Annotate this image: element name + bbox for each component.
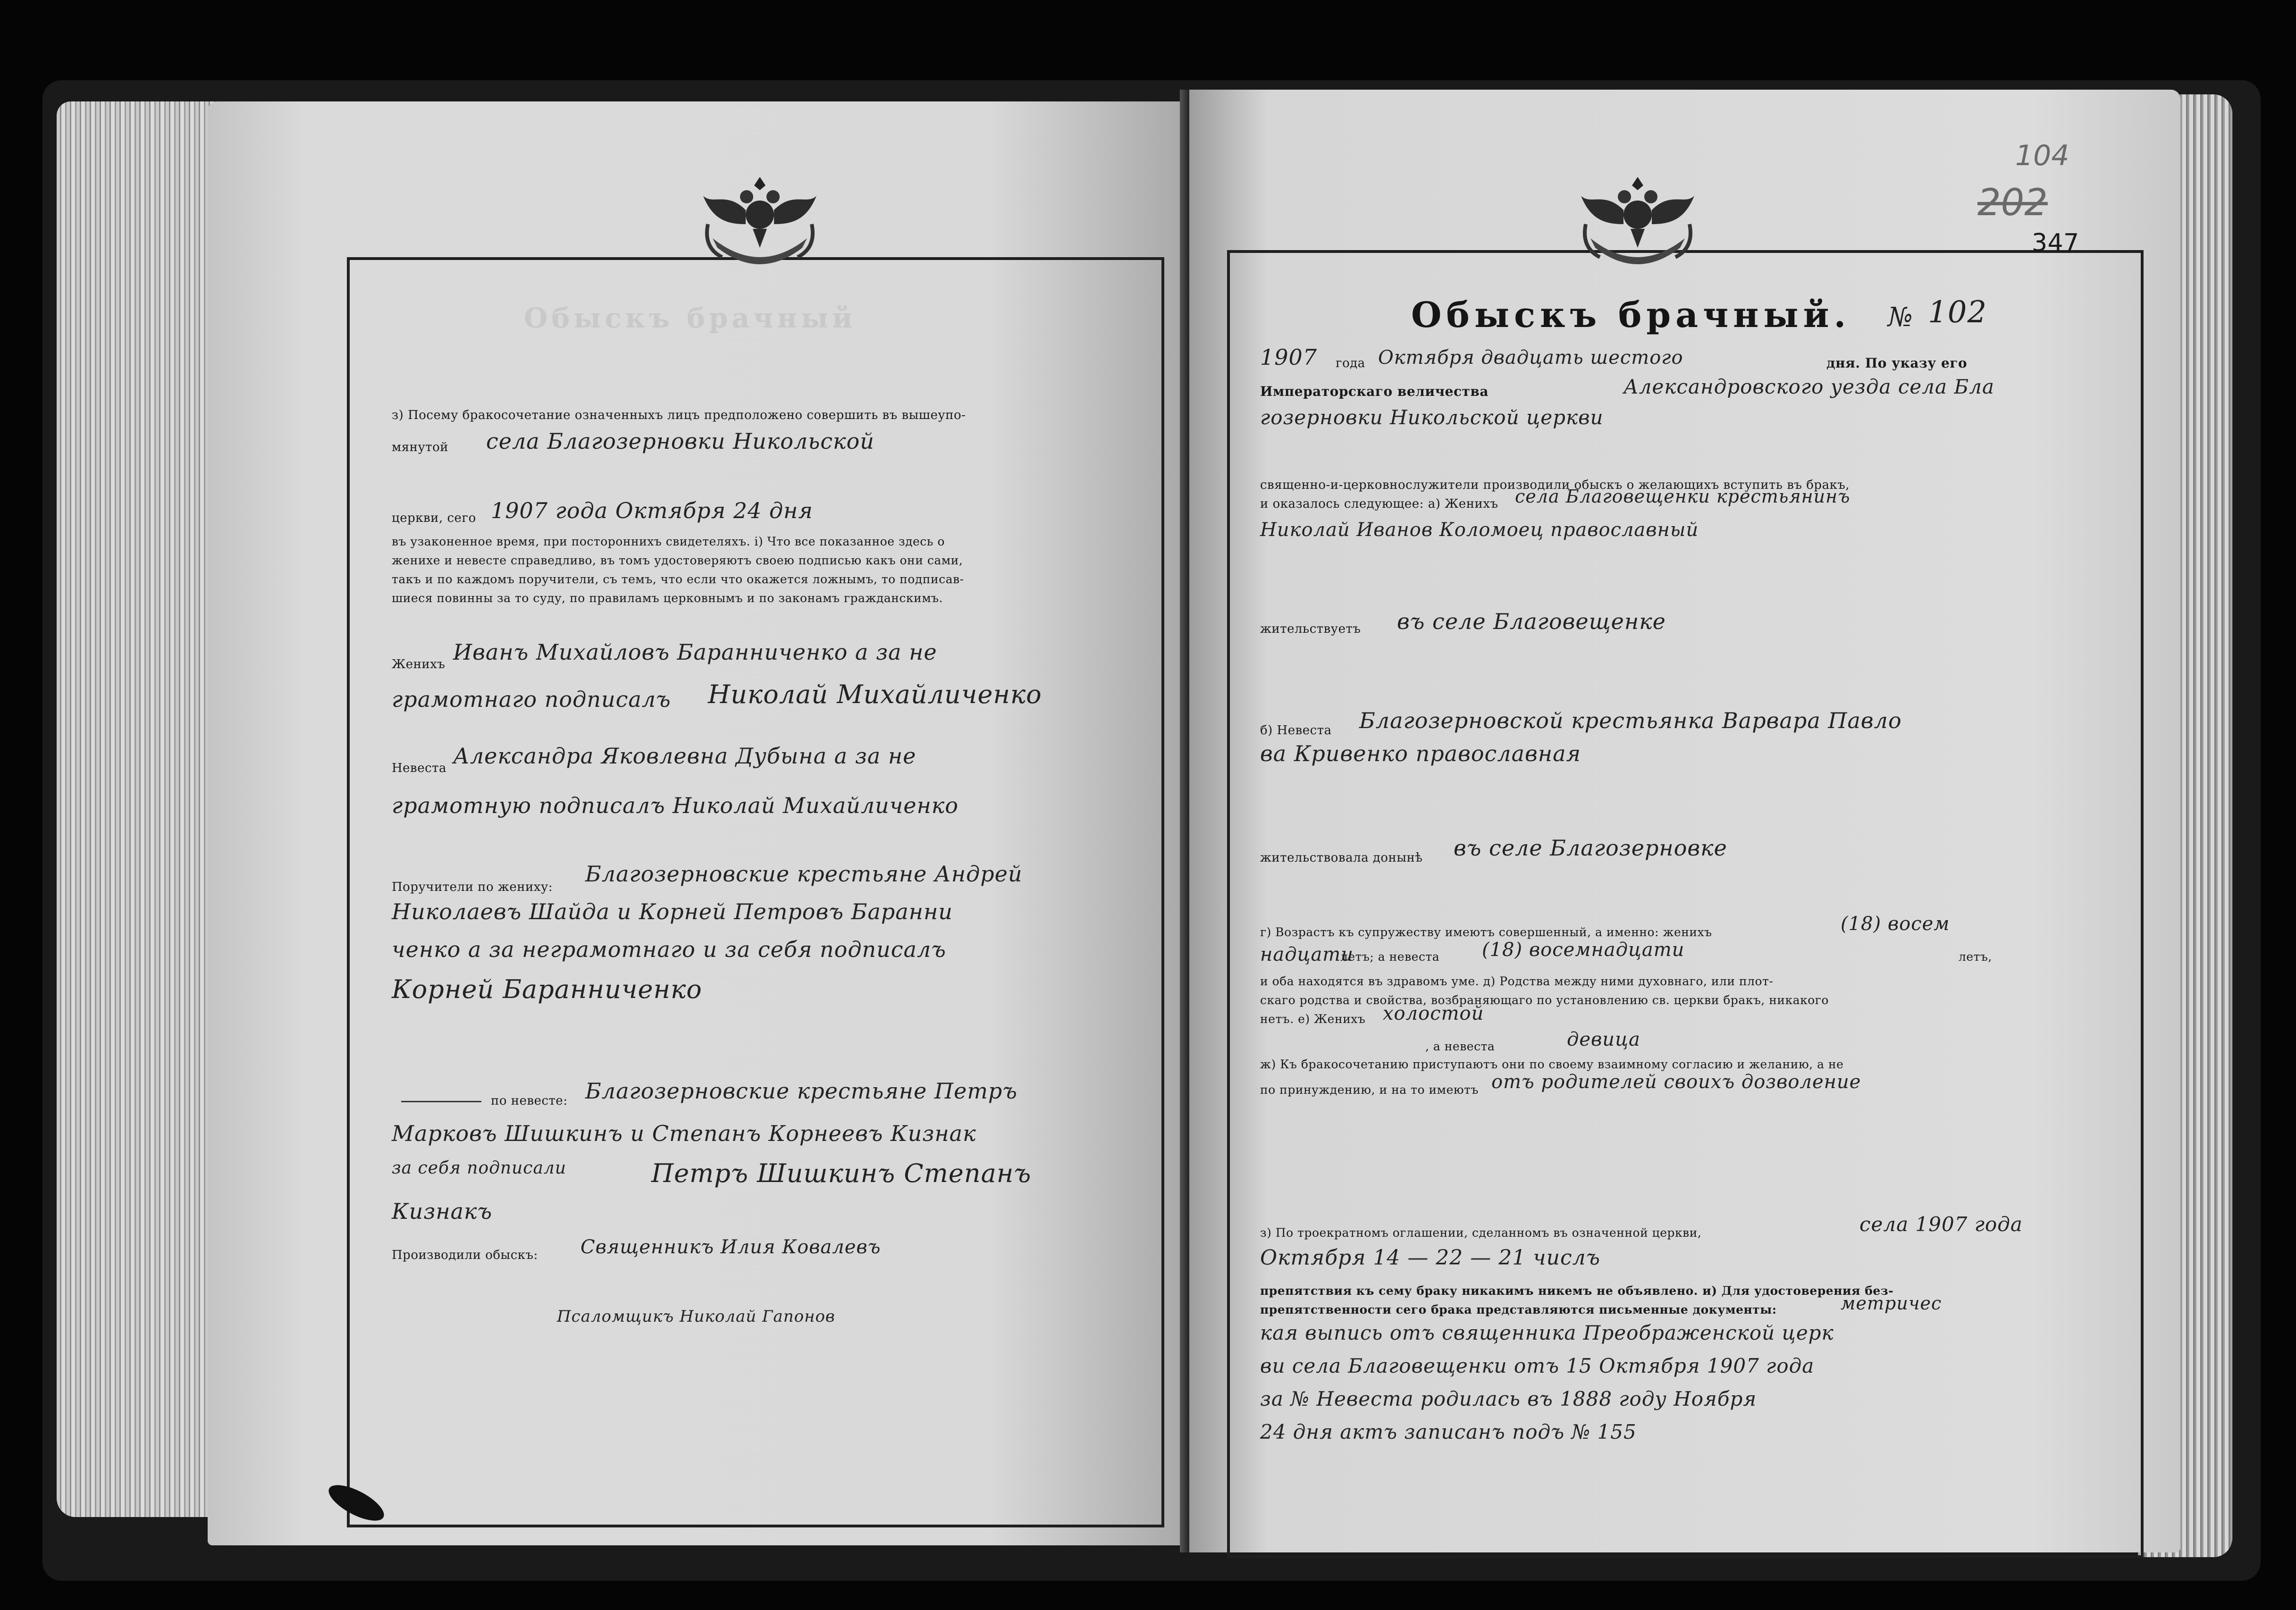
groom-residence-label: жительствуетъ	[1260, 622, 1361, 636]
psalmist-signature: Псаломщикъ Николай Гапонов	[557, 1307, 835, 1326]
bride-guarantors-label: по невесте:	[491, 1094, 568, 1108]
age-clause-line3: летъ,	[1959, 950, 1992, 964]
legal-clause-line3: такъ и по каждомъ поручители, съ темъ, что если что окажется ложнымъ, то подписав-	[392, 572, 964, 586]
bride-status-label: , а невеста	[1425, 1040, 1495, 1053]
bride-handwritten-line2: ва Кривенко православная	[1260, 741, 1581, 766]
groom-handwritten-line1: Иванъ Михайловъ Баранниченко а за не	[453, 639, 937, 665]
groom-intro-line: и оказалось следующее: а) Женихъ	[1260, 497, 1498, 511]
wedding-church-handwritten: села Благозерновки Никольской	[486, 428, 875, 454]
priest-signature: Священникъ Илия Ковалевъ	[580, 1236, 881, 1258]
documents-handwritten-1: метричес	[1841, 1293, 1942, 1314]
left-ghost-title: Обыскъ брачный	[524, 302, 857, 334]
bride-guarantors-line2: Марковъ Шишкинъ и Степанъ Корнеевъ Кизнак	[392, 1121, 976, 1146]
document-title: Обыскъ брачный.	[1411, 295, 1851, 335]
performed-by-label: Производили обыскъ:	[392, 1248, 538, 1262]
groom-handwritten-line2: грамотнаго подписалъ	[392, 687, 671, 712]
double-headed-eagle-emblem-left	[694, 168, 826, 276]
header-day-by-decree: дня. По указу его	[1826, 355, 1968, 371]
legal-clause-line2: женихе и невесте справедливо, въ томъ удостоверяютъ своею подписью какъ они сами,	[392, 553, 963, 567]
bride-label: б) Невеста	[1260, 723, 1332, 738]
groom-age-handwritten-2: надцати	[1260, 944, 1354, 965]
kinship-clause: скаго родства и свойства, возбраняющаго по установлению св. церкви бракъ, никакого	[1260, 993, 1829, 1007]
groom-guarantors-line3: ченко а за неграмотнаго и за себя подписалъ	[392, 937, 946, 962]
header-year-label: года	[1336, 356, 1365, 370]
groom-village-handwritten: села Благовещенки крестьянинъ	[1515, 486, 1850, 507]
legal-clause-line4: шиеся повинны за то суду, по правиламъ церковнымъ и по законамъ гражданскимъ.	[392, 591, 943, 605]
double-headed-eagle-emblem-right	[1572, 168, 1704, 276]
header-district-handwritten: Александровского уезда села Бла	[1623, 375, 1994, 398]
consent-clause-line2: по принуждению, и на то имеютъ	[1260, 1083, 1479, 1097]
groom-label: Женихъ	[392, 657, 446, 671]
groom-guarantors-line1: Благозерновские крестьяне Андрей	[585, 861, 1023, 887]
age-clause-line2: летъ; а невеста	[1340, 950, 1440, 964]
groom-guarantors-label: Поручители по жениху:	[392, 880, 553, 894]
banns-clause: з) По троекратномъ оглашении, сделанномъ въ означенной церкви,	[1260, 1226, 1702, 1240]
header-date-handwritten: Октября двадцать шестого	[1378, 347, 1683, 369]
bride-handwritten-line2: грамотную подписалъ Николай Михайличенко	[392, 793, 959, 818]
groom-name-handwritten: Николай Иванов Коломоец православный	[1260, 519, 1699, 541]
header-church-handwritten: гозерновки Никольской церкви	[1260, 406, 1604, 429]
groom-guarantors-line2: Николаевъ Шайда и Корней Петровъ Баранни	[392, 899, 953, 924]
legal-clause-line1: въ узаконенное время, при постороннихъ свидетеляхъ. і) Что все показанное здесь о	[392, 535, 945, 548]
documents-handwritten-2: кая выпись отъ священника Преображенской церк	[1260, 1321, 1834, 1344]
header-year-handwritten: 1907	[1260, 344, 1318, 370]
archive-number-crossed: 202	[1977, 182, 2048, 224]
church-date-label: церкви, сего	[392, 511, 476, 525]
groom-status-label: нетъ. е) Женихъ	[1260, 1012, 1366, 1026]
groom-status-handwritten: холостой	[1383, 1003, 1484, 1024]
bride-residence-label: жительствовала донынѣ	[1260, 851, 1423, 865]
bride-age-handwritten: (18) восемнадцати	[1482, 939, 1685, 961]
eagle-icon	[694, 168, 826, 276]
church-date-handwritten: 1907 года Октября 24 дня	[491, 498, 813, 523]
consent-clause-line1: ж) Къ бракосочетанию приступаютъ они по своему взаимному согласию и желанию, а не	[1260, 1057, 1844, 1071]
groom-guarantors-signature: Корней Баранниченко	[392, 974, 702, 1004]
bride-guarantors-signature1: Петръ Шишкинъ Степанъ	[651, 1158, 1032, 1188]
bride-handwritten-line1: Благозерновской крестьянка Варвара Павло	[1359, 708, 1902, 733]
bride-guarantors-line1: Благозерновские крестьяне Петръ	[585, 1078, 1018, 1104]
record-number: 102	[1928, 295, 1987, 330]
groom-residence-handwritten: въ селе Благовещенке	[1397, 609, 1666, 634]
documents-handwritten-3: ви села Благовещенки отъ 15 Октября 1907 года	[1260, 1354, 1815, 1377]
groom-signature: Николай Михайличенко	[708, 679, 1042, 709]
wedding-clause-line1: з) Посему бракосочетание означенныхъ лицъ предположено совершить въ вышеупо-	[392, 408, 966, 422]
bride-residence-handwritten: въ селе Благозерновке	[1454, 835, 1727, 861]
consent-handwritten: отъ родителей своихъ дозволение	[1491, 1071, 1861, 1093]
bride-label: Невеста	[392, 761, 447, 775]
bride-status-handwritten: девица	[1567, 1029, 1640, 1050]
header-imperial-label: Императорскаго величества	[1260, 384, 1489, 399]
age-clause-line1: г) Возрастъ къ супружеству имеютъ совершенный, а именно: женихъ	[1260, 925, 1712, 939]
impediment-clause-line2: препятственности сего брака представляются письменные документы:	[1260, 1303, 1777, 1317]
impediment-clause-line1: препятствия къ сему браку никакимъ никемъ не объявлено. и) Для удостоверения без-	[1260, 1284, 1894, 1298]
health-clause: и оба находятся въ здравомъ уме. д) Родства между ними духовнаго, или плот-	[1260, 974, 1774, 988]
archive-number-top: 104	[2015, 139, 2069, 172]
banns-handwritten-dates: Октября 14 — 22 — 21 числъ	[1260, 1246, 1600, 1270]
bride-handwritten-line1: Александра Яковлевна Дубына а за не	[453, 743, 917, 769]
wedding-clause-line2: мянутой	[392, 440, 449, 454]
bride-guarantors-signature2: Кизнакъ	[392, 1199, 493, 1224]
groom-age-handwritten: (18) восем	[1841, 913, 1950, 935]
blank-line	[401, 1101, 481, 1102]
eagle-icon	[1572, 168, 1704, 276]
banns-handwritten-year: села 1907 года	[1859, 1213, 2023, 1236]
sheet-number: 347	[2032, 229, 2079, 257]
search-intro-line: священно-и-церковнослужители производили обыскъ о желающихъ вступить въ бракъ,	[1260, 478, 1850, 492]
documents-handwritten-4: за № Невеста родилась въ 1888 году Ноября	[1260, 1387, 1757, 1410]
documents-handwritten-5: 24 дня актъ записанъ подъ № 155	[1260, 1420, 1637, 1443]
record-number-label: №	[1888, 302, 1913, 333]
bride-guarantors-line3: за себя подписали	[392, 1158, 567, 1178]
